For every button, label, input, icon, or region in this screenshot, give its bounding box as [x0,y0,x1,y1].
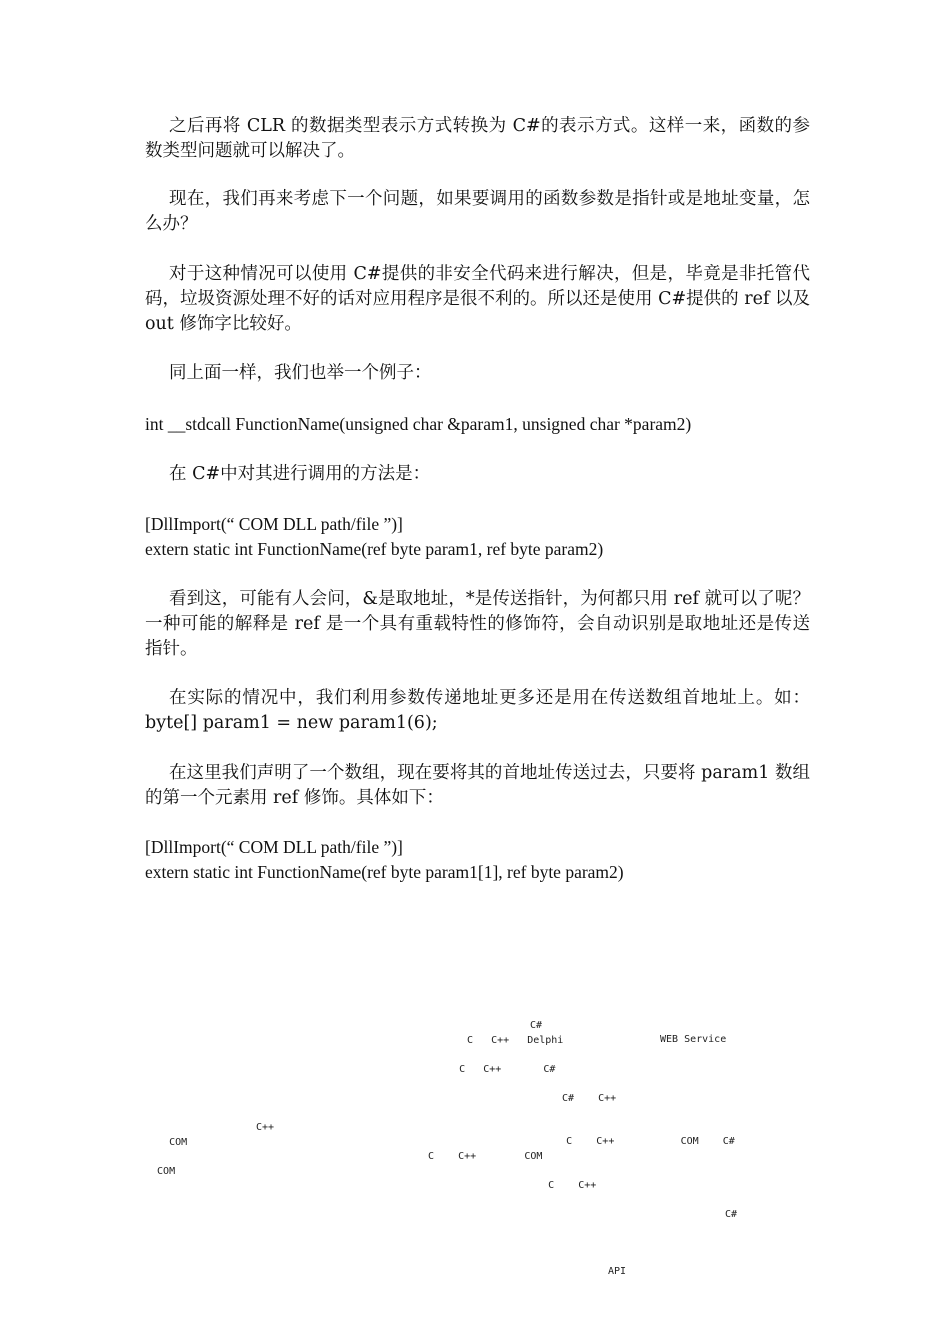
code-dllimport-2: [DllImport(“ COM DLL path/file ”)] [145,837,403,857]
paragraph-ref-explanation: 看到这，可能有人会问，&是取地址，*是传送指针，为何都只用 ref 就可以了呢？一种可能的解释是 ref 是一个具有重载特性的修饰符，会自动识别是取地址还是传送指针。 [145,589,810,659]
garbled-segment: C C++ C# [423,1064,646,1075]
garbled-segment: C# [725,1209,774,1220]
paragraph-array-declare: 在这里我们声明了一个数组，现在要将其的首地址传送过去，只要将 param1 数组的第一个元素用 ref 修饰。具体如下： [145,763,810,808]
garbled-segment: COM [145,1166,314,1177]
paragraph-csharp-call-intro: 在 C#中对其进行调用的方法是： [169,464,431,484]
garbled-segment [145,1078,308,1092]
paragraph-pointer-question: 现在，我们再来考虑下一个问题，如果要调用的函数参数是指针或是地址变量，怎么办？ [145,189,810,234]
code-extern-1: extern static int FunctionName(ref byte param1, ref byte param2) [145,539,604,559]
garbled-segment [145,1194,386,1208]
garbled-segment: C C++ [512,1180,681,1191]
garbled-segment: C# C++ [562,1093,701,1104]
garbled-row-9 [0,1209,950,1293]
paragraph-clr-conversion: 之后再将 CLR 的数据类型表示方式转换为 C#的表示方式。这样一来，函数的参数类型问题就可以解决了。 [145,116,810,161]
paragraph-unsafe-code: 对于这种情况可以使用 C#提供的非安全代码来进行解决，但是，毕竟是非托管代码，垃圾资源处理不好的话对应用程序是很不利的。所以还是使用 C#提供的 ref 以及 out 修饰字比较好。 [145,264,810,334]
garbled-segment [145,1107,223,1121]
garbled-segment: C++ [256,1122,353,1133]
garbled-segment [145,1049,241,1063]
garbled-segment [157,991,205,1005]
code-dllimport-1: [DllImport(“ COM DLL path/file ”)] [145,514,403,534]
code-c-signature: int __stdcall FunctionName(unsigned char &param1, unsigned char *param2) [145,414,692,434]
garbled-segment: WEB Service [660,1034,763,1045]
garbled-segment [328,1237,400,1251]
garbled-segment [145,1020,265,1034]
garbled-segment: C# [530,1020,591,1031]
code-extern-2: extern static int FunctionName(ref byte param1[1], ref byte param2) [145,862,624,882]
garbled-segment: API [608,1266,687,1277]
garbled-segment [484,1251,544,1265]
garbled-segment: COM [145,1137,284,1148]
garbled-segment [145,1223,223,1237]
garbled-segment: C C++ COM C# [512,1136,747,1147]
paragraph-example-intro: 同上面一样，我们也举一个例子： [169,363,432,383]
garbled-segment: C C++ COM [428,1151,657,1162]
garbled-segment: C C++ Delphi [467,1035,654,1046]
paragraph-array-address: 在实际的情况中，我们利用参数传递地址更多还是用在传送数组首地址上。如：byte[] param1 = new param1(6); [145,688,810,733]
